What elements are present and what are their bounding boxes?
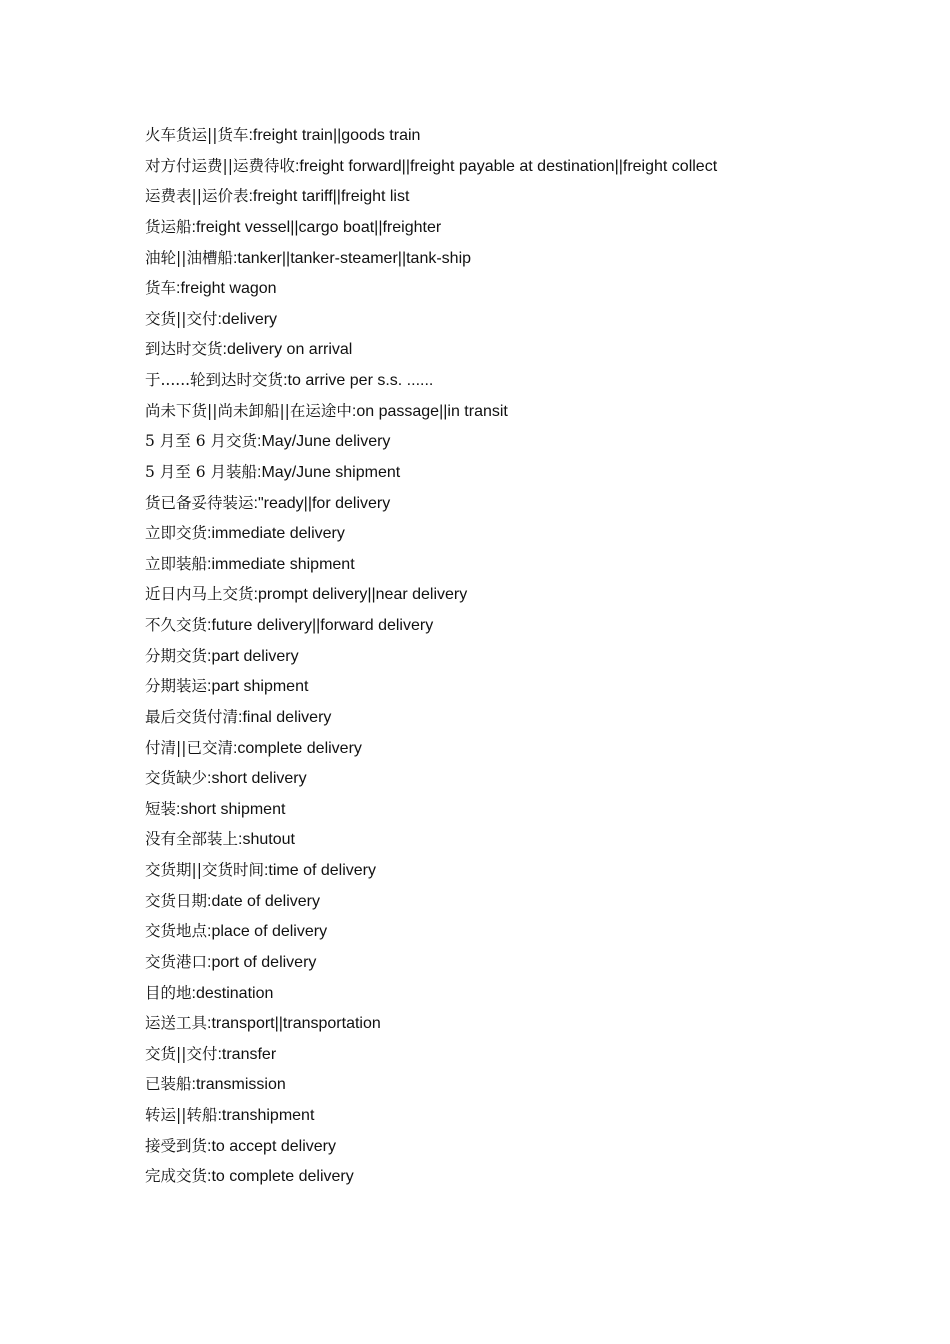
glossary-entry [145,610,925,641]
entry-separator: : [294,157,300,175]
entry-chinese-term: 不久交货 [145,616,208,634]
entry-english-term: immediate delivery [211,525,345,543]
glossary-entry [145,334,925,365]
entry-chinese-term: 分期交货 [145,646,208,665]
entry-chinese-term: 交货港口 [145,952,208,971]
entry-chinese-term: 运费表||运价表 [145,187,249,206]
glossary-entry [145,855,925,886]
entry-separator: : [217,1107,222,1124]
entry-chinese-term: 付清||已交清 [145,738,233,757]
entry-chinese-term: 货已备妥待装运 [145,493,254,512]
glossary-entry [145,518,925,549]
glossary-entry [145,396,925,427]
glossary-entry [145,1161,925,1192]
glossary-entry [145,273,925,304]
entry-separator: : [207,1168,212,1186]
entry-chinese-term: 没有全部装上 [145,830,239,849]
entry-chinese-term: 5 月至 6 月装船 [145,462,258,481]
entry-english-term: transmission [195,1076,286,1094]
entry-separator: : [222,341,227,359]
entry-separator: : [283,372,288,389]
entry-separator: : [238,831,243,849]
entry-english-term: future delivery||forward delivery [211,617,434,634]
entry-chinese-term: 转运||转船 [145,1106,218,1124]
entry-english-term: tanker||tanker-steamer||tank-ship [237,249,472,267]
entry-separator: : [248,127,253,144]
glossary-entry [145,947,925,978]
glossary-entry [145,243,925,274]
glossary-entry [145,1100,925,1131]
glossary-list [145,120,925,1192]
glossary-entry [145,488,925,519]
entry-separator: : [207,923,212,941]
entry-chinese-term: 火车货运||货车 [145,126,249,144]
entry-english-term: prompt delivery||near delivery [257,586,468,604]
entry-english-term: time of delivery [268,862,376,879]
entry-english-term: May/June delivery [261,433,391,451]
entry-chinese-term: 最后交货付清 [145,707,239,726]
entry-english-term: freight tariff||freight list [252,188,410,206]
entry-english-term: freight vessel||cargo boat||freighter [195,218,442,236]
entry-english-term: freight wagon [180,280,277,298]
entry-chinese-term: 于......轮到达时交货 [145,371,284,389]
entry-chinese-term: 分期装运 [145,677,208,696]
entry-english-term: immediate shipment [211,555,355,573]
entry-separator: : [351,402,357,420]
glossary-entry [145,1039,925,1070]
entry-separator: : [207,617,212,634]
glossary-entry [145,549,925,580]
entry-english-term: part delivery [211,647,299,665]
entry-separator: : [176,280,181,298]
glossary-entry [145,916,925,947]
entry-separator: : [207,678,212,696]
glossary-entry [145,763,925,794]
entry-chinese-term: 交货日期 [145,891,208,910]
glossary-entry [145,457,925,488]
entry-chinese-term: 交货缺少 [145,769,208,788]
entry-chinese-term: 近日内马上交货 [145,585,254,604]
entry-chinese-term: 接受到货 [145,1136,208,1155]
entry-english-term: to arrive per s.s. ...... [287,372,434,389]
entry-chinese-term: 油轮||油槽船 [145,248,233,267]
entry-english-term: freight forward||freight payable at destination||freight collect [299,157,718,175]
glossary-entry [145,120,925,151]
glossary-entry [145,579,925,610]
entry-separator: : [207,892,212,910]
entry-chinese-term: 运送工具 [145,1014,208,1033]
entry-english-term: to complete delivery [211,1168,354,1186]
entry-english-term: final delivery [242,708,332,726]
entry-chinese-term: 到达时交货 [145,340,223,359]
entry-english-term: date of delivery [211,892,320,910]
entry-english-term: May/June shipment [261,463,401,481]
entry-separator: : [217,1045,222,1063]
entry-separator: : [207,1137,212,1155]
entry-separator: : [207,1015,212,1033]
entry-english-term: complete delivery [237,739,362,757]
entry-chinese-term: 完成交货 [145,1167,208,1186]
entry-separator: : [238,708,243,726]
entry-separator: : [207,647,212,665]
entry-chinese-term: 对方付运费||运费待收 [145,156,295,175]
glossary-entry [145,641,925,672]
glossary-entry [145,1069,925,1100]
entry-english-term: shutout [242,831,295,849]
entry-separator: : [191,218,196,236]
glossary-entry [145,671,925,702]
entry-separator: : [248,188,253,206]
glossary-entry [145,151,925,182]
entry-chinese-term: 已装船 [145,1075,192,1094]
entry-chinese-term: 尚未下货||尚未卸船||在运途中 [145,401,352,420]
glossary-entry [145,426,925,457]
entry-english-term: short shipment [180,800,286,818]
entry-chinese-term: 目的地 [145,983,192,1002]
entry-english-term: transport||transportation [211,1015,381,1033]
entry-english-term: port of delivery [211,953,317,971]
glossary-entry [145,886,925,917]
entry-chinese-term: 交货||交付 [145,309,218,328]
entry-english-term: on passage||in transit [356,402,508,420]
entry-english-term: freight train||goods train [252,127,421,144]
entry-separator: : [257,433,262,451]
entry-chinese-term: 立即交货 [145,524,208,543]
glossary-entry [145,978,925,1009]
entry-separator: : [263,862,269,879]
glossary-entry [145,181,925,212]
entry-chinese-term: 交货地点 [145,922,208,941]
entry-chinese-term: 5 月至 6 月交货 [145,432,258,451]
glossary-entry [145,1131,925,1162]
entry-english-term: transhipment [221,1107,315,1124]
glossary-entry [145,824,925,855]
entry-chinese-term: 货运船 [145,217,192,236]
entry-chinese-term: 立即装船 [145,554,208,573]
entry-english-term: delivery on arrival [226,341,353,359]
entry-chinese-term: 交货||交付 [145,1044,218,1063]
entry-separator: : [207,555,212,573]
entry-english-term: to accept delivery [211,1137,336,1155]
entry-separator: : [207,770,212,788]
entry-english-term: short delivery [211,770,307,788]
entry-english-term: part shipment [211,678,309,696]
entry-separator: : [191,984,196,1002]
glossary-entry [145,365,925,396]
entry-separator: : [232,249,238,267]
entry-separator: : [232,739,238,757]
glossary-entry [145,304,925,335]
entry-english-term: transfer [221,1045,277,1063]
entry-separator: : [257,463,262,481]
entry-separator: : [176,800,181,818]
entry-separator: : [253,494,258,512]
glossary-entry [145,733,925,764]
entry-chinese-term: 交货期||交货时间 [145,861,264,879]
glossary-entry [145,212,925,243]
entry-english-term: delivery [221,310,278,328]
entry-separator: : [217,310,222,328]
glossary-entry [145,1008,925,1039]
entry-english-term: "ready||for delivery [257,494,391,512]
entry-separator: : [207,525,212,543]
glossary-entry [145,794,925,825]
entry-separator: : [191,1076,196,1094]
entry-separator: : [207,953,212,971]
entry-chinese-term: 货车 [145,279,177,298]
entry-chinese-term: 短装 [145,799,177,818]
entry-english-term: place of delivery [211,923,328,941]
entry-separator: : [253,586,258,604]
glossary-entry [145,702,925,733]
entry-english-term: destination [195,984,274,1002]
